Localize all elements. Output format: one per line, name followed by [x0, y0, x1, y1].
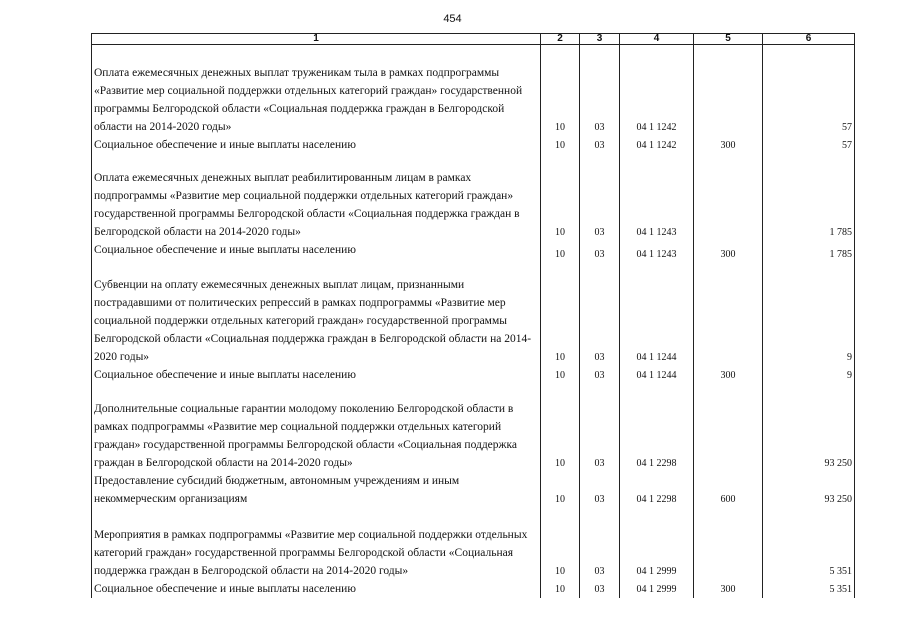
row-expense-type	[694, 508, 763, 580]
row-expense-type: 600	[694, 472, 763, 508]
row-section-code: 10	[541, 508, 580, 580]
column-header-3: 3	[580, 34, 620, 45]
row-expense-type: 300	[694, 580, 763, 598]
row-target-code: 04 1 1243	[620, 241, 694, 263]
row-description: Дополнительные социальные гарантии молодому поколению Белгородской области в рамках подпрограммы «Развитие мер социальной поддержки отдельных категорий граждан» государственной программы Белгородской области «Социальная поддержка граждан в Белгородской области на 2014-2020 годы»	[92, 384, 541, 472]
row-target-code: 04 1 2298	[620, 472, 694, 508]
table-row	[92, 154, 855, 241]
row-section-code: 10	[541, 384, 580, 472]
table-row	[92, 366, 855, 384]
row-expense-type	[694, 263, 763, 366]
row-subsection-code: 03	[580, 472, 620, 508]
row-amount: 57	[763, 136, 855, 154]
table-row	[92, 384, 855, 472]
row-amount: 5 351	[763, 580, 855, 598]
row-subsection-code: 03	[580, 580, 620, 598]
row-expense-type	[694, 384, 763, 472]
row-target-code: 04 1 1244	[620, 263, 694, 366]
row-subsection-code: 03	[580, 136, 620, 154]
row-expense-type: 300	[694, 241, 763, 263]
row-section-code: 10	[541, 366, 580, 384]
row-amount: 1 785	[763, 154, 855, 241]
row-amount: 9	[763, 366, 855, 384]
table-row	[92, 241, 855, 263]
row-target-code: 04 1 2999	[620, 580, 694, 598]
row-description: Социальное обеспечение и иные выплаты населению	[92, 366, 541, 384]
row-subsection-code: 03	[580, 384, 620, 472]
row-description: Социальное обеспечение и иные выплаты населению	[92, 241, 541, 263]
row-description: Субвенции на оплату ежемесячных денежных выплат лицам, признанными пострадавшими от политических репрессий в рамках подпрограммы «Развитие мер социальной поддержки отдельных категорий граждан» государственной программы Белгородской области «Социальная поддержка граждан в Белгородской области на 2014-2020 годы»	[92, 263, 541, 366]
row-target-code: 04 1 2298	[620, 384, 694, 472]
row-subsection-code: 03	[580, 263, 620, 366]
row-description: Оплата ежемесячных денежных выплат труженикам тыла в рамках подпрограммы «Развитие мер социальной поддержки отдельных категорий граждан» государственной программы Белгородской области «Социальная поддержка граждан в Белгородской области на 2014-2020 годы»	[92, 45, 541, 136]
row-section-code: 10	[541, 580, 580, 598]
table-row	[92, 263, 855, 366]
row-amount: 57	[763, 45, 855, 136]
row-subsection-code: 03	[580, 508, 620, 580]
column-header-1: 1	[92, 34, 541, 45]
row-description: Мероприятия в рамках подпрограммы «Развитие мер социальной поддержки отдельных категорий граждан» государственной программы Белгородской области «Социальная поддержка граждан в Белгородской области на 2014-2020 годы»	[92, 508, 541, 580]
row-description: Предоставление субсидий бюджетным, автономным учреждениям и иным некоммерческим организациям	[92, 472, 541, 508]
column-header-5: 5	[694, 34, 763, 45]
row-target-code: 04 1 1242	[620, 45, 694, 136]
row-amount: 5 351	[763, 508, 855, 580]
row-section-code: 10	[541, 263, 580, 366]
row-expense-type: 300	[694, 366, 763, 384]
row-amount: 93 250	[763, 472, 855, 508]
row-description: Оплата ежемесячных денежных выплат реабилитированным лицам в рамках подпрограммы «Развитие мер социальной поддержки отдельных категорий граждан» государственной программы Белгородской области «Социальная поддержка граждан в Белгородской области на 2014-2020 годы»	[92, 154, 541, 241]
row-subsection-code: 03	[580, 45, 620, 136]
row-expense-type: 300	[694, 136, 763, 154]
table-row	[92, 472, 855, 508]
row-subsection-code: 03	[580, 241, 620, 263]
row-target-code: 04 1 2999	[620, 508, 694, 580]
row-expense-type	[694, 154, 763, 241]
row-target-code: 04 1 1242	[620, 136, 694, 154]
row-amount: 93 250	[763, 384, 855, 472]
row-description: Социальное обеспечение и иные выплаты населению	[92, 136, 541, 154]
table-row	[92, 580, 855, 598]
row-section-code: 10	[541, 241, 580, 263]
row-subsection-code: 03	[580, 154, 620, 241]
table-header-row	[92, 34, 855, 45]
row-amount: 9	[763, 263, 855, 366]
table-row	[92, 136, 855, 154]
table-row	[92, 508, 855, 580]
row-section-code: 10	[541, 472, 580, 508]
row-subsection-code: 03	[580, 366, 620, 384]
column-header-6: 6	[763, 34, 855, 45]
row-section-code: 10	[541, 136, 580, 154]
budget-table	[91, 33, 855, 598]
row-description: Социальное обеспечение и иные выплаты населению	[92, 580, 541, 598]
row-target-code: 04 1 1244	[620, 366, 694, 384]
row-amount: 1 785	[763, 241, 855, 263]
table-row	[92, 45, 855, 136]
row-target-code: 04 1 1243	[620, 154, 694, 241]
row-section-code: 10	[541, 45, 580, 136]
row-section-code: 10	[541, 154, 580, 241]
row-expense-type	[694, 45, 763, 136]
column-header-2: 2	[541, 34, 580, 45]
page-number: 454	[443, 13, 462, 25]
column-header-4: 4	[620, 34, 694, 45]
